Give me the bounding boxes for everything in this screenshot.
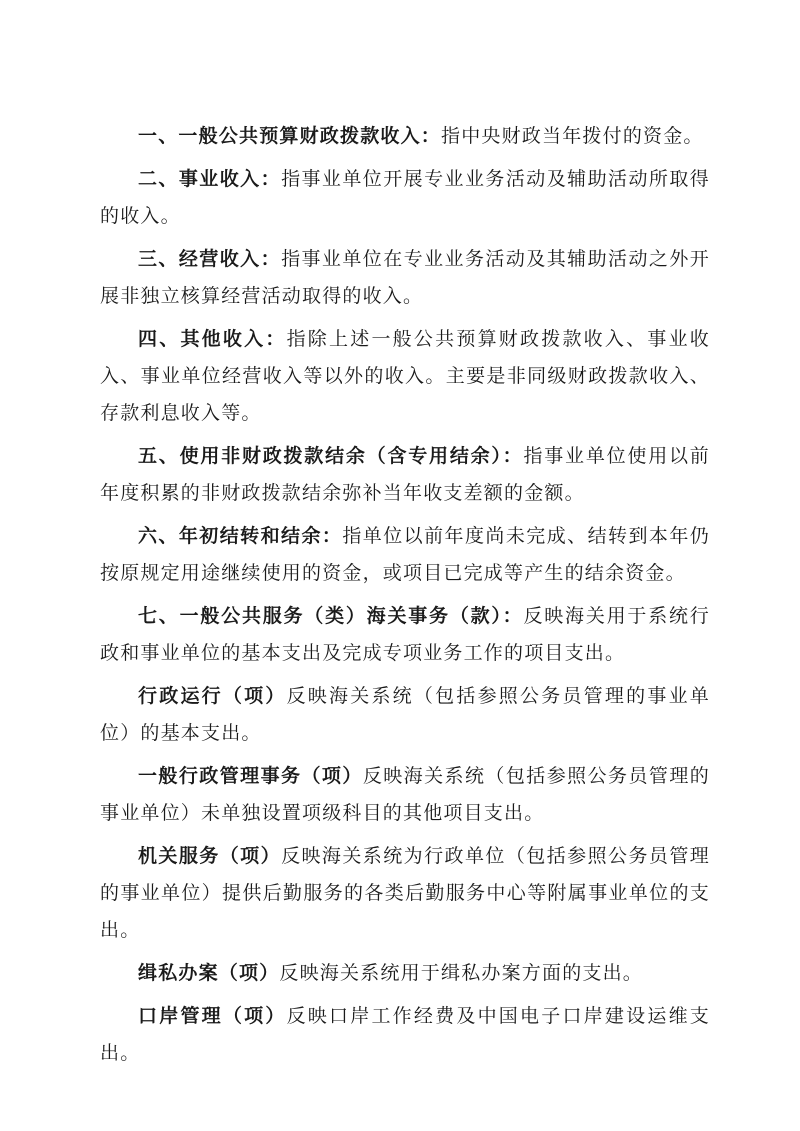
term-definition: 反映口岸工作经费及中国电子口岸建设运维支出。 [100, 1005, 710, 1064]
term-label: 五、使用非财政拨款结余（含专用结余）： [138, 445, 524, 467]
paragraph-carryover-balance [100, 518, 710, 592]
term-definition: 指事业单位在专业业务活动及其辅助活动之外开展非独立核算经营活动取得的收入。 [100, 248, 710, 307]
term-definition: 指事业单位使用以前年度积累的非财政拨款结余弥补当年收支差额的金额。 [100, 445, 710, 504]
term-label: 六、年初结转和结余： [138, 525, 343, 547]
term-label: 三、经营收入： [138, 248, 282, 270]
document-body [100, 118, 710, 1078]
term-definition: 反映海关系统用于缉私办案方面的支出。 [279, 962, 644, 984]
paragraph-business-income [100, 161, 710, 235]
paragraph-general-budget-income [100, 118, 710, 155]
term-definition: 反映海关系统（包括参照公务员管理的事业单位）未单独设置项级科目的其他项目支出。 [100, 765, 711, 824]
paragraph-port-management [100, 998, 710, 1072]
term-label: 口岸管理（项） [138, 1005, 287, 1027]
term-label: 机关服务（项） [138, 845, 282, 867]
paragraph-operating-income [100, 241, 710, 315]
paragraph-other-income [100, 321, 710, 432]
term-definition: 指事业单位开展专业业务活动及辅助活动所取得的收入。 [100, 168, 710, 227]
term-label: 七、一般公共服务（类）海关事务（款）： [138, 605, 524, 627]
paragraph-non-fiscal-surplus [100, 438, 710, 512]
term-label: 四、其他收入： [138, 328, 287, 350]
term-label: 行政运行（项） [138, 685, 287, 707]
paragraph-customs-affairs [100, 598, 710, 672]
paragraph-administrative-operation [100, 678, 710, 752]
term-definition: 反映海关系统（包括参照公务员管理的事业单位）的基本支出。 [100, 685, 710, 744]
term-definition: 反映海关系统为行政单位（包括参照公务员管理的事业单位）提供后勤服务的各类后勤服务中心等附属事业单位的支出。 [100, 845, 710, 941]
paragraph-agency-services [100, 838, 710, 949]
term-definition: 反映海关用于系统行政和事业单位的基本支出及完成专项业务工作的项目支出。 [100, 605, 710, 664]
term-definition: 指中央财政当年拨付的资金。 [441, 125, 704, 147]
term-label: 一、一般公共预算财政拨款收入： [138, 125, 442, 147]
paragraph-general-admin-affairs [100, 758, 710, 832]
term-definition: 指单位以前年度尚未完成、结转到本年仍按原规定用途继续使用的资金，或项目已完成等产生的结余资金。 [100, 525, 710, 584]
term-label: 二、事业收入： [138, 168, 282, 190]
paragraph-anti-smuggling [100, 955, 710, 992]
term-definition: 指除上述一般公共预算财政拨款收入、事业收入、事业单位经营收入等以外的收入。主要是非同级财政拨款收入、存款利息收入等。 [100, 328, 710, 424]
term-label: 缉私办案（项） [138, 962, 280, 984]
term-label: 一般行政管理事务（项） [138, 765, 363, 787]
